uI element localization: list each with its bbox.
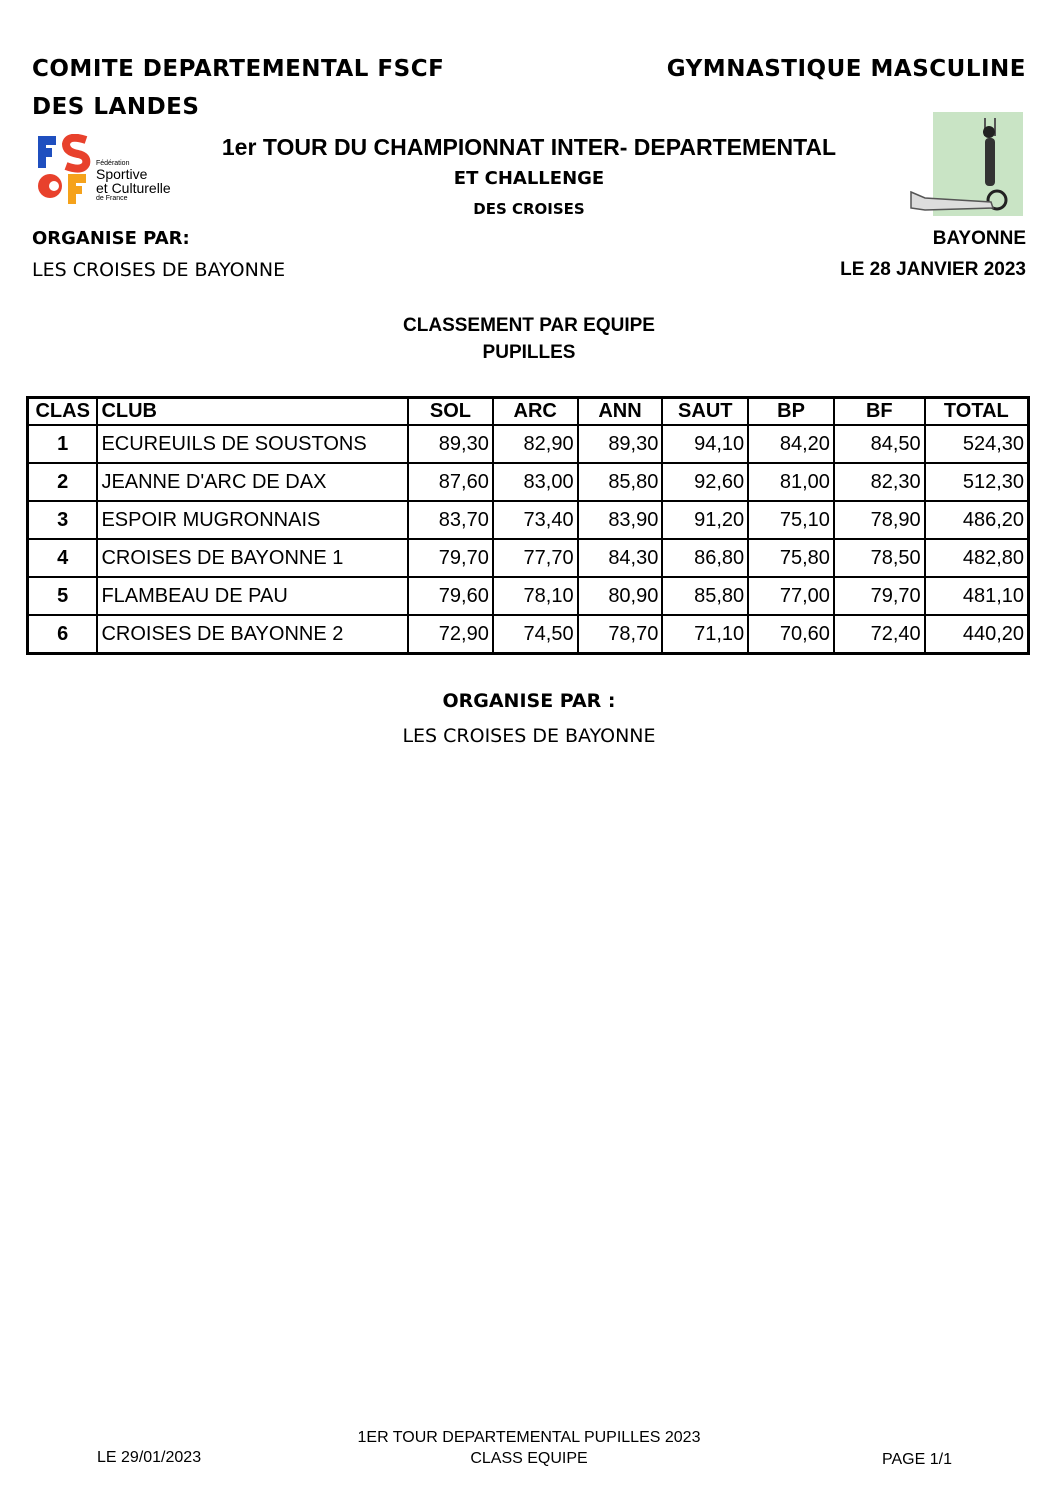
results-table [26,396,1030,655]
total-cell: 486,20 [925,501,1029,539]
saut-cell: 92,60 [662,463,748,501]
sol-cell: 72,90 [408,615,493,654]
total-cell: 482,80 [925,539,1029,577]
arc-cell: 78,10 [493,577,578,615]
bf-cell: 79,70 [834,577,925,615]
bp-cell: 75,10 [748,501,834,539]
bp-cell: 81,00 [748,463,834,501]
bf-cell: 78,50 [834,539,925,577]
ann-cell: 84,30 [578,539,663,577]
footer-organiser-name: LES CROISES DE BAYONNE [402,725,656,747]
sol-cell: 83,70 [408,501,493,539]
club-cell: ESPOIR MUGRONNAIS [97,501,408,539]
sol-cell: 89,30 [408,425,493,463]
saut-cell: 86,80 [662,539,748,577]
bf-cell: 72,40 [834,615,925,654]
ann-cell: 80,90 [578,577,663,615]
arc-cell: 77,70 [493,539,578,577]
event-city: BAYONNE [932,228,1026,249]
footer-organise-label: ORGANISE PAR : [442,690,616,712]
table-row [28,539,1029,577]
fscf-logo-text: Fédération Sportive et Culturelle de France [96,160,171,202]
footer-title-line2: CLASS EQUIPE [470,1450,588,1467]
col-header-bp: BP [748,398,834,426]
arc-cell: 73,40 [493,501,578,539]
saut-cell: 91,20 [662,501,748,539]
club-cell: FLAMBEAU DE PAU [97,577,408,615]
bf-cell: 78,90 [834,501,925,539]
ann-cell: 89,30 [578,425,663,463]
rank-cell: 4 [28,539,98,577]
col-header-sol: SOL [408,398,493,426]
rank-cell: 1 [28,425,98,463]
table-row [28,615,1029,654]
bf-cell: 84,50 [834,425,925,463]
committee-name: COMITE DEPARTEMENTAL FSCF [32,56,445,82]
bp-cell: 84,20 [748,425,834,463]
event-subtitle-1: ET CHALLENGE [453,168,605,189]
club-cell: ECUREUILS DE SOUSTONS [97,425,408,463]
discipline: GYMNASTIQUE MASCULINE [666,56,1026,82]
total-cell: 524,30 [925,425,1029,463]
footer-title-line1: 1ER TOUR DEPARTEMENTAL PUPILLES 2023 [357,1429,701,1446]
col-header-ann: ANN [578,398,663,426]
saut-cell: 85,80 [662,577,748,615]
arc-cell: 83,00 [493,463,578,501]
saut-cell: 94,10 [662,425,748,463]
table-row [28,463,1029,501]
total-cell: 512,30 [925,463,1029,501]
table-row [28,501,1029,539]
classement-category: PUPILLES [482,342,576,363]
organise-label: ORGANISE PAR: [32,228,190,249]
col-header-total: TOTAL [925,398,1029,426]
club-cell: CROISES DE BAYONNE 1 [97,539,408,577]
col-header-saut: SAUT [662,398,748,426]
bp-cell: 75,80 [748,539,834,577]
total-cell: 481,10 [925,577,1029,615]
sol-cell: 79,70 [408,539,493,577]
club-cell: JEANNE D'ARC DE DAX [97,463,408,501]
col-header-bf: BF [834,398,925,426]
event-title: 1er TOUR DU CHAMPIONNAT INTER- DEPARTEMENTAL [221,134,837,160]
saut-cell: 71,10 [662,615,748,654]
footer-date: LE 29/01/2023 [97,1449,202,1466]
table-header-row [28,398,1029,426]
ann-cell: 85,80 [578,463,663,501]
event-date: LE 28 JANVIER 2023 [840,259,1026,280]
footer-page-number: PAGE 1/1 [882,1451,952,1468]
gymnast-rings-icon [905,112,1023,216]
event-subtitle-2: DES CROISES [473,200,585,218]
sol-cell: 79,60 [408,577,493,615]
club-cell: CROISES DE BAYONNE 2 [97,615,408,654]
col-header-arc: ARC [493,398,578,426]
total-cell: 440,20 [925,615,1029,654]
col-header-rank: CLAS [28,398,98,426]
organiser-name: LES CROISES DE BAYONNE [32,259,286,281]
arc-cell: 74,50 [493,615,578,654]
committee-region: DES LANDES [32,94,200,120]
col-header-club: CLUB [97,398,408,426]
table-row [28,577,1029,615]
rank-cell: 5 [28,577,98,615]
bp-cell: 77,00 [748,577,834,615]
arc-cell: 82,90 [493,425,578,463]
ann-cell: 83,90 [578,501,663,539]
bp-cell: 70,60 [748,615,834,654]
bf-cell: 82,30 [834,463,925,501]
sol-cell: 87,60 [408,463,493,501]
table-row [28,425,1029,463]
rank-cell: 3 [28,501,98,539]
ann-cell: 78,70 [578,615,663,654]
rank-cell: 2 [28,463,98,501]
classement-title: CLASSEMENT PAR EQUIPE [403,315,655,336]
rank-cell: 6 [28,615,98,654]
